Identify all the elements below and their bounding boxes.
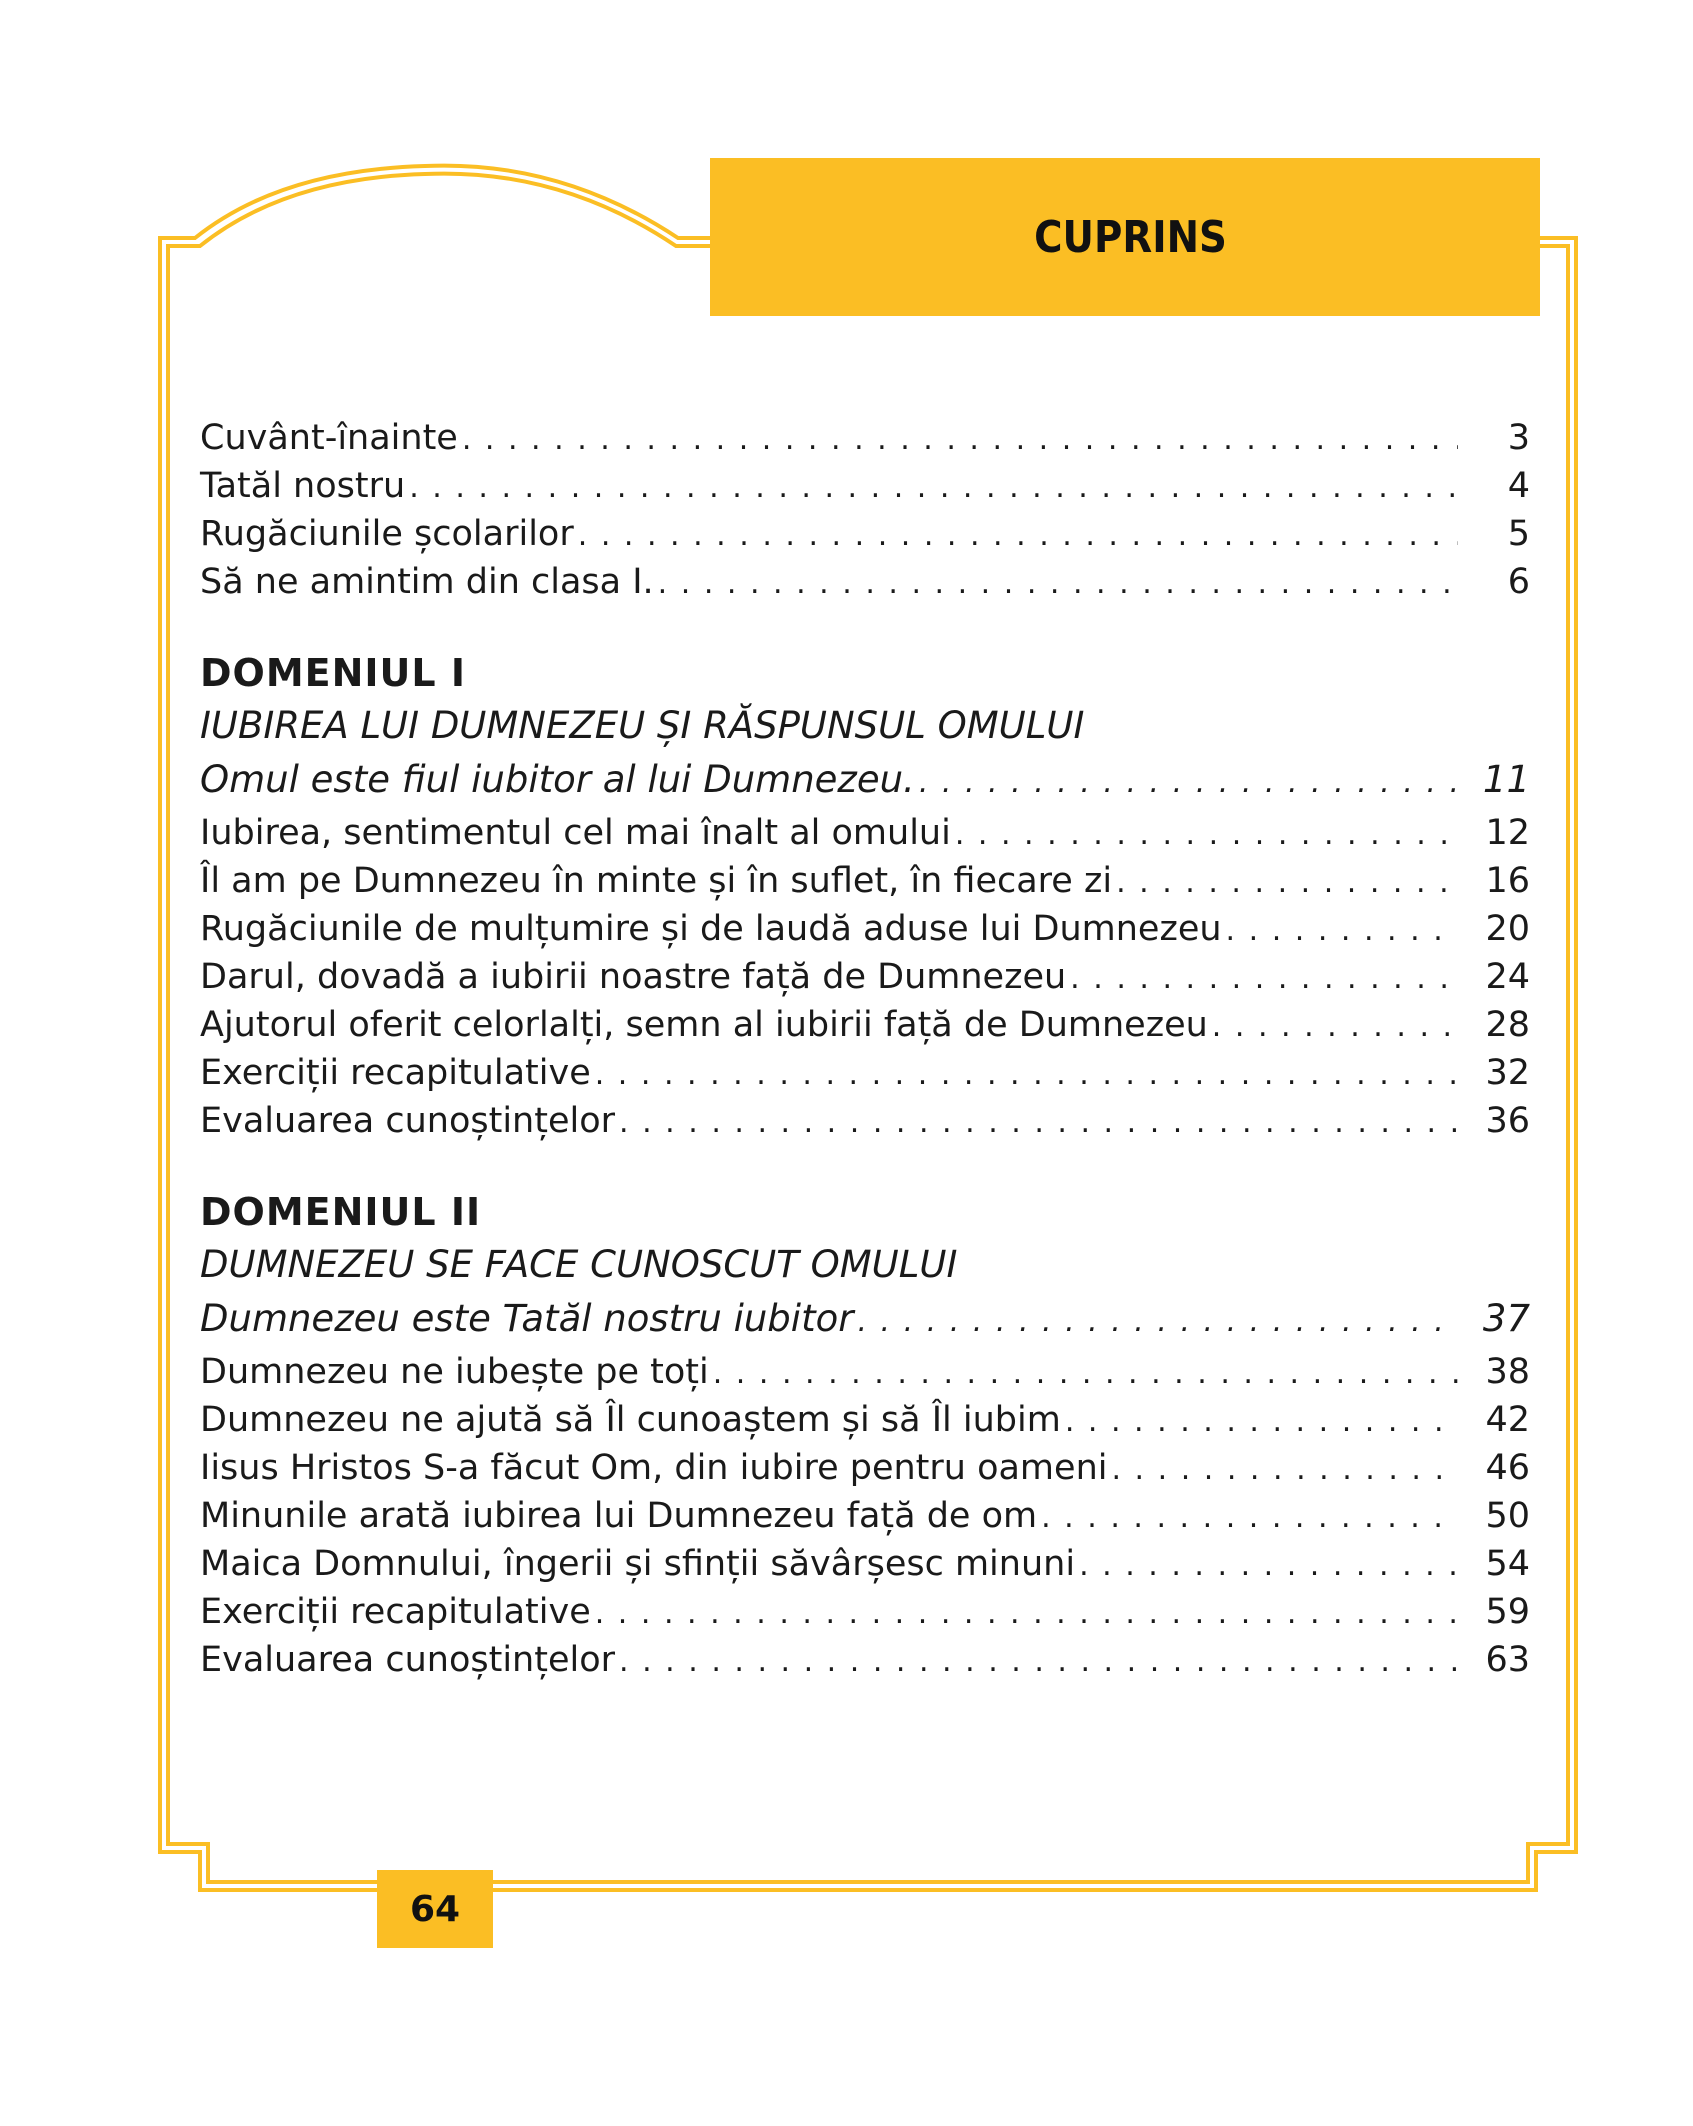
dot-leader xyxy=(619,1099,1458,1146)
dot-leader xyxy=(713,1350,1458,1397)
toc-lead-entry[interactable] xyxy=(200,753,1530,810)
toc-entry-page: 36 xyxy=(1485,1101,1530,1141)
dot-leader xyxy=(409,464,1458,511)
toc-entry[interactable] xyxy=(200,906,1530,954)
toc-entry-label: Evaluarea cunoștințelor xyxy=(200,1101,616,1141)
toc-entry-page: 59 xyxy=(1485,1592,1530,1632)
toc-entry-page: 32 xyxy=(1485,1053,1530,1093)
toc-entry[interactable] xyxy=(200,1637,1530,1685)
page-title: CUPRINS xyxy=(1034,211,1228,263)
toc-entry-label: Exerciții recapitulative xyxy=(200,1592,591,1632)
toc-entry-label: Rugăciunile școlarilor xyxy=(200,514,574,554)
dot-leader xyxy=(1212,1003,1458,1050)
table-of-contents xyxy=(200,415,1530,1685)
domain-subtitle: IUBIREA LUI DUMNEZEU ȘI RĂSPUNSUL OMULUI xyxy=(200,704,1085,747)
toc-entry-label: Tatăl nostru xyxy=(200,466,406,506)
toc-entry-label: Omul este fiul iubitor al lui Dumnezeu. xyxy=(200,758,915,801)
toc-entry[interactable] xyxy=(200,1050,1530,1098)
toc-entry[interactable] xyxy=(200,1397,1530,1445)
toc-entry[interactable] xyxy=(200,858,1530,906)
toc-entry-label: Maica Domnului, îngerii și sfinții săvârșesc minuni xyxy=(200,1544,1076,1584)
dot-leader xyxy=(1070,955,1458,1002)
dot-leader xyxy=(1226,907,1458,954)
toc-entry-page: 6 xyxy=(1507,562,1530,602)
toc-entry-page: 37 xyxy=(1482,1297,1530,1340)
domain-subtitle: DUMNEZEU SE FACE CUNOSCUT OMULUI xyxy=(200,1243,958,1286)
toc-entry[interactable] xyxy=(200,1349,1530,1397)
toc-entry[interactable] xyxy=(200,1002,1530,1050)
toc-entry[interactable] xyxy=(200,1493,1530,1541)
dot-leader xyxy=(595,1051,1458,1098)
toc-entry-page: 50 xyxy=(1485,1496,1530,1536)
domain-heading: DOMENIUL I xyxy=(200,651,466,695)
toc-entry-page: 5 xyxy=(1507,514,1530,554)
toc-entry-label: Îl am pe Dumnezeu în minte și în suflet, în fiecare zi xyxy=(200,861,1113,901)
toc-entry-page: 42 xyxy=(1485,1400,1530,1440)
dot-leader xyxy=(619,1638,1458,1685)
toc-entry-page: 63 xyxy=(1485,1640,1530,1680)
toc-entry[interactable] xyxy=(200,1445,1530,1493)
dot-leader xyxy=(1041,1494,1458,1541)
toc-entry-page: 46 xyxy=(1485,1448,1530,1488)
toc-entry-label: Dumnezeu ne ajută să Îl cunoaștem și să Îl iubim xyxy=(200,1400,1061,1440)
dot-leader xyxy=(1111,1446,1458,1493)
toc-entry[interactable] xyxy=(200,415,1530,463)
toc-entry-label: Rugăciunile de mulțumire și de laudă aduse lui Dumnezeu xyxy=(200,909,1222,949)
domain-heading: DOMENIUL II xyxy=(200,1190,482,1234)
dot-leader xyxy=(595,1590,1458,1637)
dot-leader xyxy=(1065,1398,1458,1445)
toc-entry[interactable] xyxy=(200,463,1530,511)
toc-entry-label: Darul, dovadă a iubirii noastre față de Dumnezeu xyxy=(200,957,1067,997)
toc-entry[interactable] xyxy=(200,810,1530,858)
toc-entry-page: 16 xyxy=(1485,861,1530,901)
toc-entry-page: 20 xyxy=(1485,909,1530,949)
toc-entry[interactable] xyxy=(200,1541,1530,1589)
toc-entry-label: Dumnezeu este Tatăl nostru iubitor xyxy=(200,1297,854,1340)
toc-entry-label: Minunile arată iubirea lui Dumnezeu față de om xyxy=(200,1496,1038,1536)
toc-entry-page: 38 xyxy=(1485,1352,1530,1392)
dot-leader xyxy=(462,416,1458,463)
dot-leader xyxy=(857,1295,1458,1349)
toc-entry-page: 11 xyxy=(1482,758,1530,801)
toc-entry[interactable] xyxy=(200,954,1530,1002)
dot-leader xyxy=(919,756,1458,810)
dot-leader xyxy=(578,512,1458,559)
toc-entry-page: 24 xyxy=(1485,957,1530,997)
page-number-badge xyxy=(377,1870,493,1948)
toc-entry-page: 54 xyxy=(1485,1544,1530,1584)
dot-leader xyxy=(1116,859,1458,906)
toc-entry-label: Iubirea, sentimentul cel mai înalt al omului xyxy=(200,813,951,853)
toc-entry-label: Evaluarea cunoștințelor xyxy=(200,1640,616,1680)
toc-entry-label: Iisus Hristos S-a făcut Om, din iubire pentru oameni xyxy=(200,1448,1108,1488)
toc-entry[interactable] xyxy=(200,1589,1530,1637)
toc-entry-label: Cuvânt-înainte xyxy=(200,418,458,458)
toc-entry-label: Exerciții recapitulative xyxy=(200,1053,591,1093)
toc-entry-page: 28 xyxy=(1485,1005,1530,1045)
toc-lead-entry[interactable] xyxy=(200,1292,1530,1349)
toc-entry-label: Dumnezeu ne iubește pe toți xyxy=(200,1352,709,1392)
toc-entry-page: 12 xyxy=(1485,813,1530,853)
toc-entry[interactable] xyxy=(200,559,1530,607)
dot-leader xyxy=(1079,1542,1458,1589)
page-number: 64 xyxy=(409,1888,461,1930)
toc-entry-page: 3 xyxy=(1507,418,1530,458)
toc-entry-label: Ajutorul oferit celorlalți, semn al iubirii față de Dumnezeu xyxy=(200,1005,1208,1045)
toc-entry[interactable] xyxy=(200,511,1530,559)
dot-leader xyxy=(658,560,1458,607)
dot-leader xyxy=(955,811,1458,858)
title-banner xyxy=(710,158,1540,316)
toc-entry-page: 4 xyxy=(1507,466,1530,506)
toc-entry-label: Să ne amintim din clasa I. xyxy=(200,562,654,602)
toc-entry[interactable] xyxy=(200,1098,1530,1146)
